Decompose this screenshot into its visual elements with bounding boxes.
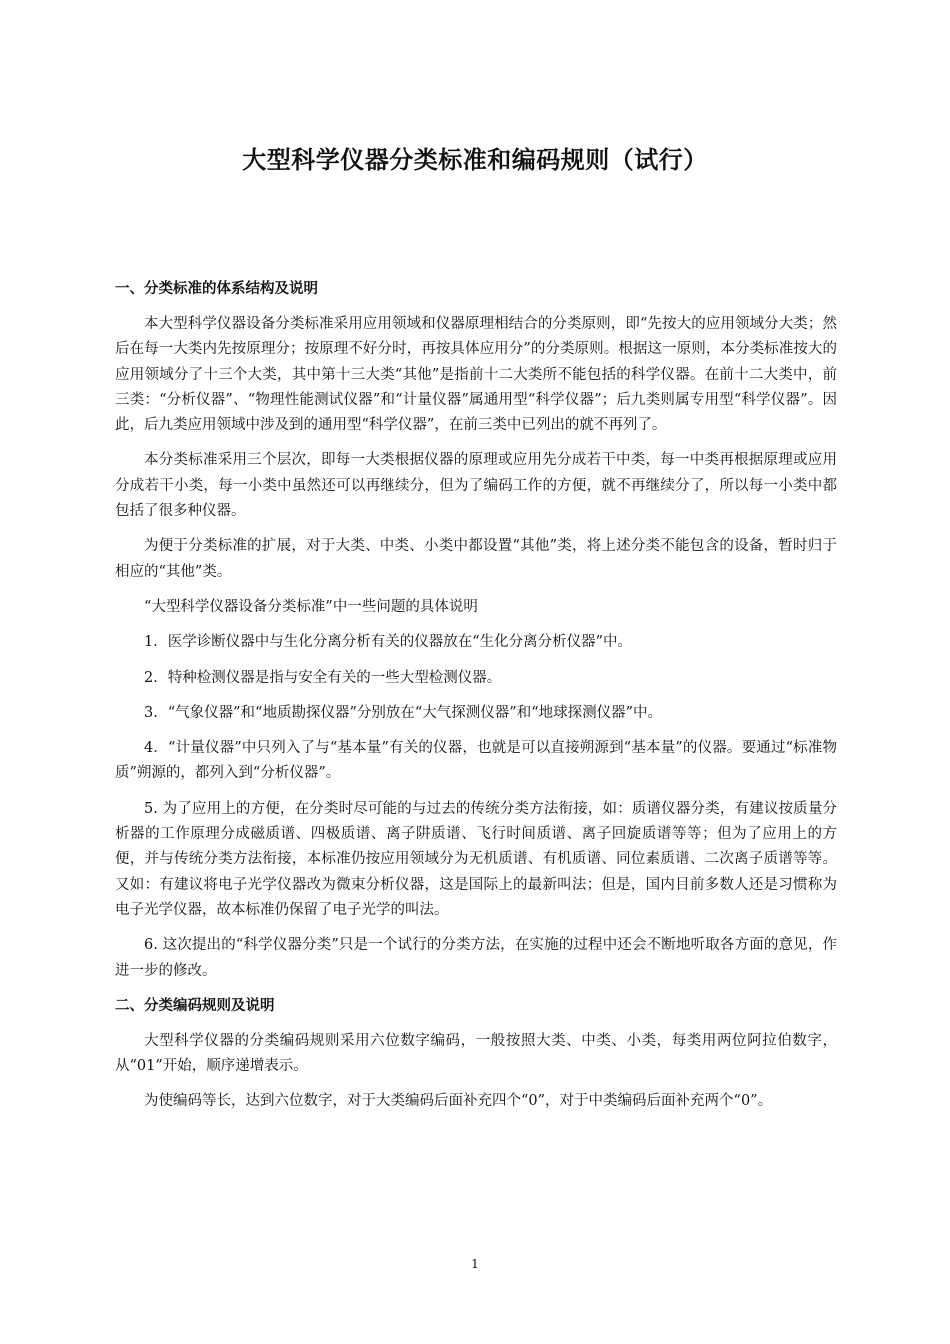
page-number: 1 bbox=[471, 1257, 479, 1271]
list-item: 1．医学诊断仪器中与生化分离分析有关的仪器放在“生化分离分析仪器”中。 bbox=[144, 634, 633, 651]
paragraph: 为使编码等长，达到六位数字，对于大类编码后面补充四个“0”，对于中类编码后面补充两个“0”。 bbox=[144, 1093, 773, 1110]
list-item: 4．“计量仪器”中只列入了与“基本量”有关的仪器，也就是可以直接朔源到“基本量”的仪器。要通过“标准物质”朔源的，都列入到“分析仪器”。 bbox=[115, 740, 837, 782]
document-title: 大型科学仪器分类标准和编码规则（试行） bbox=[242, 146, 708, 174]
paragraph: 本分类标准采用三个层次，即每一大类根据仪器的原理或应用先分成若干中类，每一中类再根据原理或应用分成若干小类，每一小类中虽然还可以再继续分，但为了编码工作的方便，就不再继续分了，所以每一小类中都包括了很多种仪器。 bbox=[115, 452, 837, 520]
list-item: 5. 为了应用上的方便，在分类时尽可能的与过去的传统分类方法衔接，如：质谱仪器分类，有建议按质量分析器的工作原理分成磁质谱、四极质谱、离子阱质谱、飞行时间质谱、离子回旋质谱等等；但为了应用上的方便，并与传统分类方法衔接，本标准仍按应用领域分为无机质谱、有机质谱、同位素质谱、二次离子质谱等等。又如：有建议将电子光学仪器改为微束分析仪器，这是国际上的最新叫法；但是，国内目前多数人还是习惯称为电子光学仪器，故本标准仍保留了电子光学的叫法。 bbox=[115, 800, 837, 918]
section-heading-1: 一、分类标准的体系结构及说明 bbox=[115, 281, 318, 297]
paragraph: 本大型科学仪器设备分类标准采用应用领域和仪器原理相结合的分类原则，即“先按大的应用领域分大类；然后在每一大类内先按原理分；按原理不好分时，再按具体应用分”的分类原则。根据这一原则，本分类标准按大的应用领域分了十三个大类，其中第十三大类“其他”是指前十二大类所不能包括的科学仪器。在前十二大类中，前三类：“分析仪器”、“物理性能测试仪器”和“计量仪器”属通用型“科学仪器”；后九类则属专用型“科学仪器”。因此，后九类应用领域中涉及到的通用型“科学仪器”，在前三类中已列出的就不再列了。 bbox=[115, 316, 837, 434]
paragraph: 大型科学仪器的分类编码规则采用六位数字编码，一般按照大类、中类、小类，每类用两位阿拉伯数字，从“01”开始，顺序递增表示。 bbox=[115, 1032, 837, 1075]
paragraph: 为便于分类标准的扩展，对于大类、中类、小类中都设置“其他”类，将上述分类不能包含的设备，暂时归于相应的“其他”类。 bbox=[115, 538, 837, 580]
list-item: 6. 这次提出的“科学仪器分类”只是一个试行的分类方法，在实施的过程中还会不断地听取各方面的意见，作进一步的修改。 bbox=[115, 937, 837, 979]
list-item: 2．特种检测仪器是指与安全有关的一些大型检测仪器。 bbox=[144, 669, 502, 686]
section-heading-2: 二、分类编码规则及说明 bbox=[115, 997, 275, 1014]
paragraph: “大型科学仪器设备分类标准”中一些问题的具体说明 bbox=[144, 598, 478, 615]
document-body bbox=[115, 277, 837, 1125]
list-item: 3．“气象仪器”和“地质勘探仪器”分别放在“大气探测仪器”和“地球探测仪器”中。 bbox=[144, 704, 663, 721]
